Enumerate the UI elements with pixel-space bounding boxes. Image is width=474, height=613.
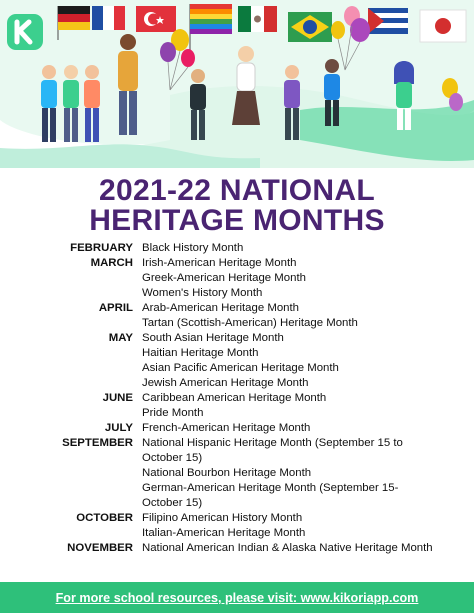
month-items bbox=[142, 391, 474, 421]
month-label: JULY bbox=[104, 422, 133, 434]
page-title bbox=[0, 176, 474, 236]
month-entry bbox=[0, 541, 474, 556]
month-label: APRIL bbox=[98, 302, 133, 314]
heritage-item: Black History Month bbox=[142, 242, 244, 254]
month-entry bbox=[0, 421, 474, 436]
brazil-flag bbox=[288, 12, 332, 42]
heritage-item: National American Indian & Alaska Native Heritage Month bbox=[142, 542, 433, 554]
month-entry bbox=[0, 436, 474, 511]
heritage-months-list bbox=[0, 241, 474, 556]
heritage-item: Haitian Heritage Month bbox=[142, 347, 259, 359]
heritage-item: Asian Pacific American Heritage Month bbox=[142, 362, 339, 374]
heritage-item: South Asian Heritage Month bbox=[142, 332, 284, 344]
heritage-item: National Hispanic Heritage Month (September 15 to October 15) bbox=[142, 437, 403, 464]
month-items bbox=[142, 331, 474, 391]
mexico-flag bbox=[238, 6, 277, 32]
heritage-item: Pride Month bbox=[142, 407, 204, 419]
month-items bbox=[142, 511, 474, 541]
month-label: FEBRUARY bbox=[70, 242, 133, 254]
cuba-flag bbox=[368, 8, 408, 34]
heritage-item: Arab-American Heritage Month bbox=[142, 302, 300, 314]
month-label: SEPTEMBER bbox=[62, 437, 133, 449]
month-label: NOVEMBER bbox=[67, 542, 133, 554]
month-entry bbox=[0, 391, 474, 421]
kikori-logo-icon bbox=[7, 14, 43, 50]
month-entry bbox=[0, 511, 474, 541]
month-items bbox=[142, 301, 474, 331]
month-label: OCTOBER bbox=[76, 512, 133, 524]
month-items bbox=[142, 421, 474, 436]
heritage-item: Caribbean American Heritage Month bbox=[142, 392, 327, 404]
month-label: JUNE bbox=[102, 392, 133, 404]
header-illustration bbox=[0, 0, 474, 168]
japan-flag bbox=[420, 10, 466, 42]
heritage-item: Women's History Month bbox=[142, 287, 263, 299]
heritage-item: Italian-American Heritage Month bbox=[142, 527, 306, 539]
month-label: MARCH bbox=[90, 257, 133, 269]
heritage-item: Irish-American Heritage Month bbox=[142, 257, 297, 269]
heritage-illustration bbox=[0, 0, 474, 168]
heritage-item: National Bourbon Heritage Month bbox=[142, 467, 312, 479]
month-items bbox=[142, 241, 474, 256]
title-line-1: 2021-22 NATIONAL bbox=[99, 174, 375, 207]
month-items bbox=[142, 541, 474, 556]
month-items bbox=[142, 436, 474, 511]
turkey-flag bbox=[136, 6, 176, 32]
heritage-item: German-American Heritage Month (September 15-October 15) bbox=[142, 482, 399, 509]
month-items bbox=[142, 256, 474, 301]
footer-banner bbox=[0, 582, 474, 613]
month-entry bbox=[0, 331, 474, 391]
month-entry bbox=[0, 256, 474, 301]
title-line-2: HERITAGE MONTHS bbox=[89, 204, 385, 237]
heritage-item: Tartan (Scottish-American) Heritage Month bbox=[142, 317, 358, 329]
france-flag bbox=[92, 6, 125, 30]
footer-link[interactable]: For more school resources, please visit: www.kikoriapp.com bbox=[55, 590, 419, 605]
heritage-item: French-American Heritage Month bbox=[142, 422, 311, 434]
month-label: MAY bbox=[108, 332, 133, 344]
month-entry bbox=[0, 301, 474, 331]
heritage-item: Greek-American Heritage Month bbox=[142, 272, 306, 284]
heritage-item: Filipino American History Month bbox=[142, 512, 303, 524]
heritage-item: Jewish American Heritage Month bbox=[142, 377, 309, 389]
month-entry bbox=[0, 241, 474, 256]
